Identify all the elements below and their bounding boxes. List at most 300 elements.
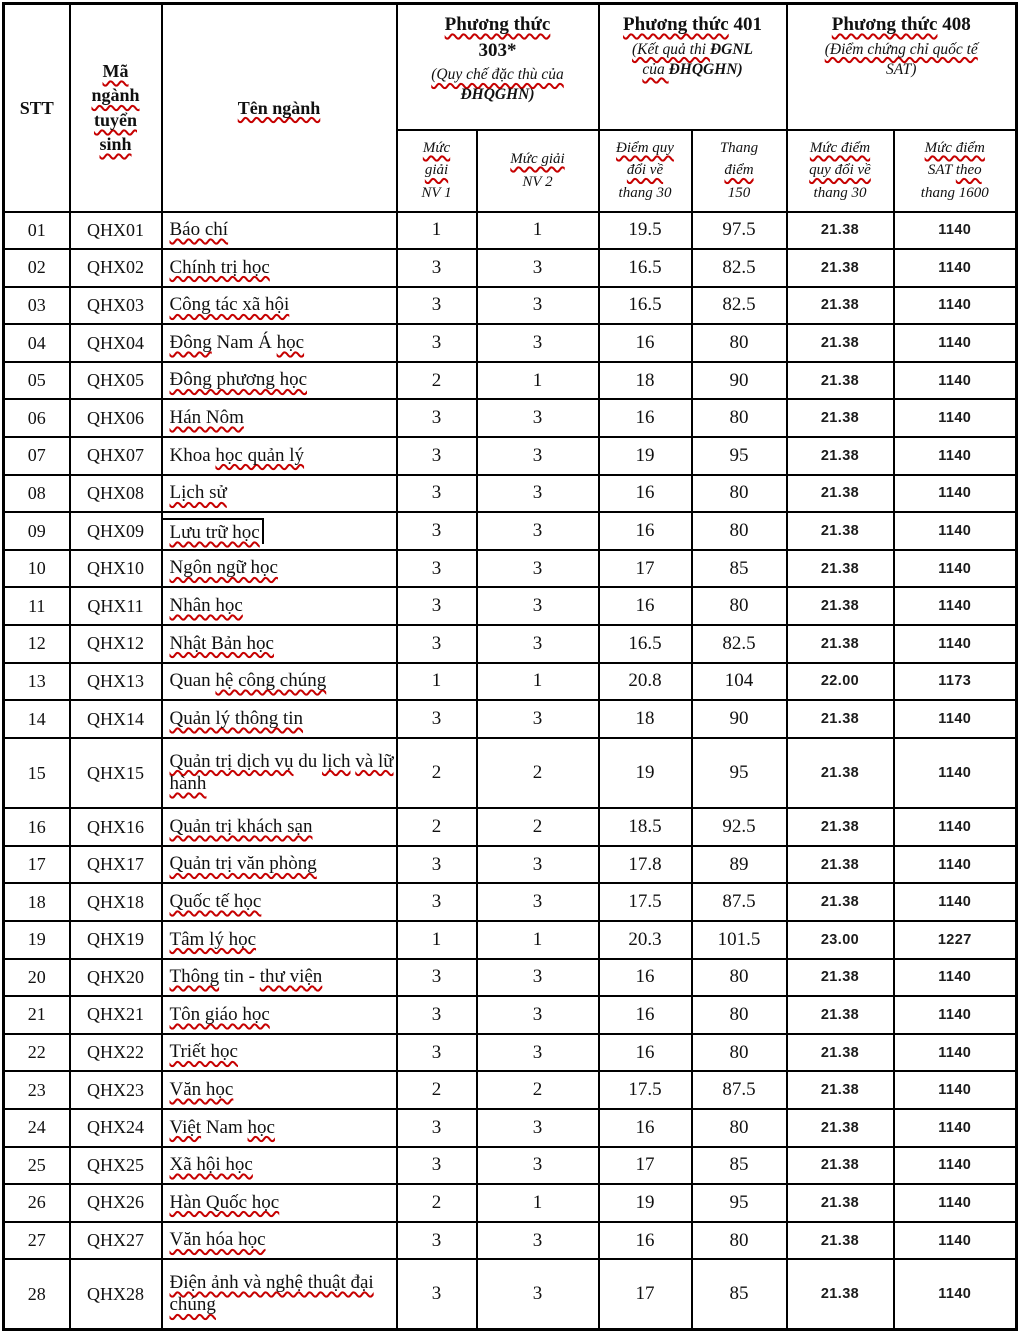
- sat1600-cell: 1140: [894, 1147, 1017, 1185]
- stt-cell: 21: [4, 996, 70, 1034]
- col-header-stt: STT: [4, 4, 70, 212]
- code-cell: QHX07: [70, 437, 162, 475]
- score30-cell: 17.8: [599, 846, 692, 884]
- code-cell: QHX04: [70, 324, 162, 362]
- name-cell: Văn học: [162, 1071, 397, 1109]
- stt-cell: 25: [4, 1147, 70, 1185]
- nv2-cell: 3: [477, 1259, 599, 1329]
- code-cell: QHX08: [70, 475, 162, 513]
- nv2-cell: 3: [477, 475, 599, 513]
- stt-cell: 09: [4, 512, 70, 550]
- name-cell: Quản lý thông tin: [162, 700, 397, 738]
- score30-cell: 18.5: [599, 808, 692, 846]
- stt-cell: 13: [4, 663, 70, 701]
- nv1-cell: 3: [397, 287, 477, 325]
- stt-cell: 24: [4, 1109, 70, 1147]
- nv2-cell: 2: [477, 808, 599, 846]
- scale150-cell: 95: [692, 1184, 787, 1222]
- score30-cell: 16.5: [599, 287, 692, 325]
- sat1600-cell: 1173: [894, 663, 1017, 701]
- sat1600-cell: 1140: [894, 996, 1017, 1034]
- sat30-cell: 21.38: [787, 475, 894, 513]
- stt-cell: 03: [4, 287, 70, 325]
- table-row: [4, 587, 1017, 625]
- sat30-cell: 21.38: [787, 512, 894, 550]
- stt-cell: 20: [4, 959, 70, 997]
- sat30-cell: 21.38: [787, 287, 894, 325]
- nv1-cell: 3: [397, 512, 477, 550]
- code-cell: QHX21: [70, 996, 162, 1034]
- sat1600-cell: 1140: [894, 550, 1017, 588]
- table-row: [4, 249, 1017, 287]
- nv2-cell: 1: [477, 362, 599, 400]
- nv1-cell: 1: [397, 921, 477, 959]
- nv2-cell: 3: [477, 1109, 599, 1147]
- group-401-title: Phương thức 401: [623, 14, 762, 35]
- name-cell: Điện ảnh và nghệ thuật đại chúng: [162, 1259, 397, 1329]
- sat1600-cell: 1140: [894, 959, 1017, 997]
- code-cell: QHX16: [70, 808, 162, 846]
- name-cell: Xã hội học: [162, 1147, 397, 1185]
- stt-cell: 18: [4, 883, 70, 921]
- nv2-cell: 3: [477, 287, 599, 325]
- sat30-cell: 21.38: [787, 1034, 894, 1072]
- name-cell: Quốc tế học: [162, 883, 397, 921]
- code-cell: QHX20: [70, 959, 162, 997]
- scale150-cell: 82.5: [692, 625, 787, 663]
- sat30-cell: 21.38: [787, 399, 894, 437]
- sat1600-cell: 1140: [894, 1259, 1017, 1329]
- sat1600-cell: 1140: [894, 1034, 1017, 1072]
- nv2-cell: 3: [477, 846, 599, 884]
- table-row: [4, 1071, 1017, 1109]
- nv2-cell: 3: [477, 996, 599, 1034]
- nv2-cell: 1: [477, 212, 599, 250]
- sat30-cell: 21.38: [787, 1071, 894, 1109]
- stt-cell: 14: [4, 700, 70, 738]
- code-cell: QHX19: [70, 921, 162, 959]
- score30-cell: 16: [599, 996, 692, 1034]
- score30-cell: 16: [599, 1222, 692, 1260]
- nv2-cell: 1: [477, 663, 599, 701]
- nv2-cell: 3: [477, 1034, 599, 1072]
- table-row: [4, 738, 1017, 808]
- scale150-cell: 87.5: [692, 883, 787, 921]
- code-cell: QHX01: [70, 212, 162, 250]
- scale150-cell: 85: [692, 550, 787, 588]
- name-cell: Chính trị học: [162, 249, 397, 287]
- score30-cell: 16: [599, 512, 692, 550]
- scale150-cell: 80: [692, 1034, 787, 1072]
- sat1600-cell: 1140: [894, 808, 1017, 846]
- sat30-cell: 21.38: [787, 625, 894, 663]
- sat30-cell: 21.38: [787, 362, 894, 400]
- nv2-cell: 3: [477, 249, 599, 287]
- sat1600-cell: 1140: [894, 738, 1017, 808]
- nv2-cell: 3: [477, 324, 599, 362]
- code-cell: QHX11: [70, 587, 162, 625]
- stt-cell: 01: [4, 212, 70, 250]
- sat30-cell: 21.38: [787, 550, 894, 588]
- stt-cell: 05: [4, 362, 70, 400]
- score30-cell: 17: [599, 550, 692, 588]
- col-header-muc-diem-30: Mức điểm quy đổi về thang 30: [787, 130, 894, 212]
- name-cell: Nhân học: [162, 587, 397, 625]
- stt-cell: 12: [4, 625, 70, 663]
- admissions-table: [2, 2, 1018, 1331]
- scale150-cell: 80: [692, 996, 787, 1034]
- code-cell: QHX14: [70, 700, 162, 738]
- stt-cell: 11: [4, 587, 70, 625]
- stt-cell: 22: [4, 1034, 70, 1072]
- score30-cell: 19.5: [599, 212, 692, 250]
- table-row: [4, 212, 1017, 250]
- nv1-cell: 3: [397, 587, 477, 625]
- nv1-cell: 3: [397, 437, 477, 475]
- name-cell: Tôn giáo học: [162, 996, 397, 1034]
- sat30-cell: 22.00: [787, 663, 894, 701]
- code-cell: QHX09: [70, 512, 162, 550]
- code-cell: QHX12: [70, 625, 162, 663]
- nv2-cell: 3: [477, 512, 599, 550]
- sat1600-cell: 1140: [894, 587, 1017, 625]
- code-cell: QHX23: [70, 1071, 162, 1109]
- nv1-cell: 3: [397, 249, 477, 287]
- score30-cell: 19: [599, 738, 692, 808]
- stt-cell: 06: [4, 399, 70, 437]
- score30-cell: 18: [599, 700, 692, 738]
- stt-cell: 07: [4, 437, 70, 475]
- score30-cell: 17.5: [599, 883, 692, 921]
- sat30-cell: 21.38: [787, 808, 894, 846]
- sat30-cell: 21.38: [787, 249, 894, 287]
- scale150-cell: 80: [692, 399, 787, 437]
- table-row: [4, 1034, 1017, 1072]
- table-row: [4, 399, 1017, 437]
- col-header-diem-quy-doi-30: Điểm quy đổi về thang 30: [599, 130, 692, 212]
- text-cursor-box: Lưu trữ học: [163, 518, 264, 544]
- score30-cell: 19: [599, 1184, 692, 1222]
- group-408-subtitle: (Điểm chứng chỉ quốc tế SAT): [824, 40, 978, 78]
- code-cell: QHX24: [70, 1109, 162, 1147]
- score30-cell: 16.5: [599, 625, 692, 663]
- stt-cell: 17: [4, 846, 70, 884]
- group-401-subtitle: (Kết quả thi ĐGNL của ĐHQGHN): [632, 40, 753, 78]
- stt-cell: 19: [4, 921, 70, 959]
- scale150-cell: 95: [692, 437, 787, 475]
- nv2-cell: 1: [477, 921, 599, 959]
- scale150-cell: 80: [692, 475, 787, 513]
- scale150-cell: 87.5: [692, 1071, 787, 1109]
- name-cell: Khoa học quản lý: [162, 437, 397, 475]
- nv2-cell: 3: [477, 399, 599, 437]
- nv2-cell: 1: [477, 1184, 599, 1222]
- score30-cell: 17.5: [599, 1071, 692, 1109]
- sat1600-cell: 1140: [894, 700, 1017, 738]
- score30-cell: 16: [599, 959, 692, 997]
- sat1600-cell: 1140: [894, 287, 1017, 325]
- code-cell: QHX15: [70, 738, 162, 808]
- nv1-cell: 3: [397, 475, 477, 513]
- table-row: [4, 996, 1017, 1034]
- sat30-cell: 21.38: [787, 700, 894, 738]
- name-cell: Đông phương học: [162, 362, 397, 400]
- scale150-cell: 101.5: [692, 921, 787, 959]
- sat1600-cell: 1140: [894, 512, 1017, 550]
- sat30-cell: 21.38: [787, 959, 894, 997]
- score30-cell: 16: [599, 399, 692, 437]
- code-cell: QHX26: [70, 1184, 162, 1222]
- col-header-nv1: Mức giải NV 1: [397, 130, 477, 212]
- score30-cell: 16: [599, 324, 692, 362]
- code-cell: QHX17: [70, 846, 162, 884]
- score30-cell: 17: [599, 1259, 692, 1329]
- nv2-cell: 3: [477, 1222, 599, 1260]
- nv1-cell: 3: [397, 1222, 477, 1260]
- sat1600-cell: 1140: [894, 437, 1017, 475]
- sat30-cell: 21.38: [787, 212, 894, 250]
- nv1-cell: 3: [397, 1147, 477, 1185]
- scale150-cell: 82.5: [692, 249, 787, 287]
- sat30-cell: 21.38: [787, 1259, 894, 1329]
- table-row: [4, 959, 1017, 997]
- nv1-cell: 2: [397, 738, 477, 808]
- name-cell: Hàn Quốc học: [162, 1184, 397, 1222]
- table-row: [4, 475, 1017, 513]
- scale150-cell: 89: [692, 846, 787, 884]
- code-cell: QHX06: [70, 399, 162, 437]
- col-header-ma-nganh: Mã ngành tuyển sinh: [70, 4, 162, 212]
- sat30-cell: 21.38: [787, 1147, 894, 1185]
- name-cell: Triết học: [162, 1034, 397, 1072]
- table-row: [4, 362, 1017, 400]
- stt-cell: 23: [4, 1071, 70, 1109]
- nv2-cell: 3: [477, 1147, 599, 1185]
- code-cell: QHX22: [70, 1034, 162, 1072]
- name-cell: Quản trị văn phòng: [162, 846, 397, 884]
- header-row-groups: [4, 4, 1017, 130]
- name-cell: Đông Nam Á học: [162, 324, 397, 362]
- sat1600-cell: 1140: [894, 1071, 1017, 1109]
- scale150-cell: 80: [692, 1222, 787, 1260]
- nv1-cell: 3: [397, 846, 477, 884]
- nv1-cell: 3: [397, 399, 477, 437]
- scale150-cell: 80: [692, 512, 787, 550]
- score30-cell: 16: [599, 1109, 692, 1147]
- col-group-303: [397, 4, 599, 130]
- score30-cell: 16: [599, 475, 692, 513]
- sat1600-cell: 1140: [894, 399, 1017, 437]
- nv2-cell: 3: [477, 883, 599, 921]
- scale150-cell: 85: [692, 1259, 787, 1329]
- sat1600-cell: 1140: [894, 362, 1017, 400]
- nv1-cell: 3: [397, 700, 477, 738]
- stt-cell: 15: [4, 738, 70, 808]
- sat1600-cell: 1140: [894, 883, 1017, 921]
- stt-cell: 08: [4, 475, 70, 513]
- table-row: [4, 883, 1017, 921]
- table-row: [4, 1184, 1017, 1222]
- stt-cell: 02: [4, 249, 70, 287]
- code-cell: QHX18: [70, 883, 162, 921]
- sat30-cell: 21.38: [787, 1109, 894, 1147]
- sat30-cell: 21.38: [787, 1184, 894, 1222]
- nv2-cell: 2: [477, 738, 599, 808]
- score30-cell: 19: [599, 437, 692, 475]
- nv1-cell: 3: [397, 625, 477, 663]
- name-cell: Công tác xã hội: [162, 287, 397, 325]
- sat1600-cell: 1140: [894, 324, 1017, 362]
- stt-cell: 04: [4, 324, 70, 362]
- score30-cell: 20.8: [599, 663, 692, 701]
- stt-cell: 27: [4, 1222, 70, 1260]
- stt-cell: 10: [4, 550, 70, 588]
- sat1600-cell: 1140: [894, 1184, 1017, 1222]
- group-408-title: Phương thức 408: [831, 14, 971, 35]
- table-row: [4, 625, 1017, 663]
- scale150-cell: 80: [692, 587, 787, 625]
- score30-cell: 16: [599, 1034, 692, 1072]
- nv2-cell: 3: [477, 550, 599, 588]
- name-cell: Nhật Bản học: [162, 625, 397, 663]
- code-cell: QHX02: [70, 249, 162, 287]
- scale150-cell: 80: [692, 324, 787, 362]
- sat1600-cell: 1140: [894, 249, 1017, 287]
- name-cell: Quan hệ công chúng: [162, 663, 397, 701]
- name-cell: Văn hóa học: [162, 1222, 397, 1260]
- code-cell: QHX28: [70, 1259, 162, 1329]
- table-row: [4, 1259, 1017, 1329]
- sat30-cell: 21.38: [787, 996, 894, 1034]
- sat1600-cell: 1227: [894, 921, 1017, 959]
- code-cell: QHX25: [70, 1147, 162, 1185]
- table-row: [4, 700, 1017, 738]
- sat30-cell: 21.38: [787, 324, 894, 362]
- sat30-cell: 21.38: [787, 1222, 894, 1260]
- scale150-cell: 92.5: [692, 808, 787, 846]
- sat1600-cell: 1140: [894, 475, 1017, 513]
- scale150-cell: 95: [692, 738, 787, 808]
- scale150-cell: 90: [692, 700, 787, 738]
- nv1-cell: 3: [397, 324, 477, 362]
- table-row: [4, 1109, 1017, 1147]
- nv2-cell: 2: [477, 1071, 599, 1109]
- nv1-cell: 3: [397, 1034, 477, 1072]
- name-cell: Quản trị khách sạn: [162, 808, 397, 846]
- col-header-ten-nganh: Tên ngành: [162, 4, 397, 212]
- table-row: [4, 437, 1017, 475]
- scale150-cell: 90: [692, 362, 787, 400]
- sat30-cell: 23.00: [787, 921, 894, 959]
- sat1600-cell: 1140: [894, 1222, 1017, 1260]
- sat1600-cell: 1140: [894, 846, 1017, 884]
- nv1-cell: 3: [397, 996, 477, 1034]
- col-header-thang-diem-150: Thang điểm 150: [692, 130, 787, 212]
- name-cell: Lịch sử: [162, 475, 397, 513]
- name-cell: Báo chí: [162, 212, 397, 250]
- table-body: [4, 212, 1017, 1330]
- sat1600-cell: 1140: [894, 625, 1017, 663]
- sat1600-cell: 1140: [894, 212, 1017, 250]
- table-row: [4, 287, 1017, 325]
- name-cell: [162, 512, 397, 550]
- sat30-cell: 21.38: [787, 738, 894, 808]
- table-row: [4, 921, 1017, 959]
- code-cell: QHX03: [70, 287, 162, 325]
- col-header-muc-diem-sat-1600: Mức điểm SAT theo thang 1600: [894, 130, 1017, 212]
- name-cell: Ngôn ngữ học: [162, 550, 397, 588]
- nv2-cell: 3: [477, 625, 599, 663]
- name-cell: Quản trị dịch vụ du lịch và lữ hành: [162, 738, 397, 808]
- name-cell: Tâm lý học: [162, 921, 397, 959]
- table-row: [4, 846, 1017, 884]
- table-row: [4, 550, 1017, 588]
- table-row: [4, 512, 1017, 550]
- scale150-cell: 104: [692, 663, 787, 701]
- name-cell: Hán Nôm: [162, 399, 397, 437]
- sat30-cell: 21.38: [787, 587, 894, 625]
- code-cell: QHX27: [70, 1222, 162, 1260]
- code-cell: QHX05: [70, 362, 162, 400]
- nv2-cell: 3: [477, 437, 599, 475]
- table-row: [4, 324, 1017, 362]
- sat1600-cell: 1140: [894, 1109, 1017, 1147]
- nv2-cell: 3: [477, 587, 599, 625]
- score30-cell: 16.5: [599, 249, 692, 287]
- col-header-nv2: Mức giải NV 2: [477, 130, 599, 212]
- table-row: [4, 663, 1017, 701]
- nv1-cell: 3: [397, 550, 477, 588]
- nv1-cell: 1: [397, 212, 477, 250]
- col-group-401: [599, 4, 787, 130]
- table-row: [4, 1147, 1017, 1185]
- col-group-408: [787, 4, 1017, 130]
- nv1-cell: 2: [397, 1184, 477, 1222]
- nv1-cell: 1: [397, 663, 477, 701]
- nv2-cell: 3: [477, 700, 599, 738]
- scale150-cell: 82.5: [692, 287, 787, 325]
- nv1-cell: 2: [397, 1071, 477, 1109]
- code-cell: QHX13: [70, 663, 162, 701]
- group-303-subtitle: (Quy chế đặc thù của ĐHQGHN): [431, 66, 564, 104]
- score30-cell: 18: [599, 362, 692, 400]
- score30-cell: 20.3: [599, 921, 692, 959]
- sat30-cell: 21.38: [787, 846, 894, 884]
- group-303-title: Phương thức 303*: [444, 14, 551, 61]
- scale150-cell: 80: [692, 1109, 787, 1147]
- table-row: [4, 808, 1017, 846]
- stt-cell: 26: [4, 1184, 70, 1222]
- table-row: [4, 1222, 1017, 1260]
- name-cell: Thông tin - thư viện: [162, 959, 397, 997]
- scale150-cell: 97.5: [692, 212, 787, 250]
- nv1-cell: 3: [397, 959, 477, 997]
- scale150-cell: 85: [692, 1147, 787, 1185]
- score30-cell: 17: [599, 1147, 692, 1185]
- stt-cell: 16: [4, 808, 70, 846]
- scale150-cell: 80: [692, 959, 787, 997]
- score30-cell: 16: [599, 587, 692, 625]
- stt-cell: 28: [4, 1259, 70, 1329]
- nv1-cell: 2: [397, 362, 477, 400]
- sat30-cell: 21.38: [787, 883, 894, 921]
- code-cell: QHX10: [70, 550, 162, 588]
- nv1-cell: 3: [397, 883, 477, 921]
- nv1-cell: 3: [397, 1109, 477, 1147]
- nv2-cell: 3: [477, 959, 599, 997]
- nv1-cell: 3: [397, 1259, 477, 1329]
- nv1-cell: 2: [397, 808, 477, 846]
